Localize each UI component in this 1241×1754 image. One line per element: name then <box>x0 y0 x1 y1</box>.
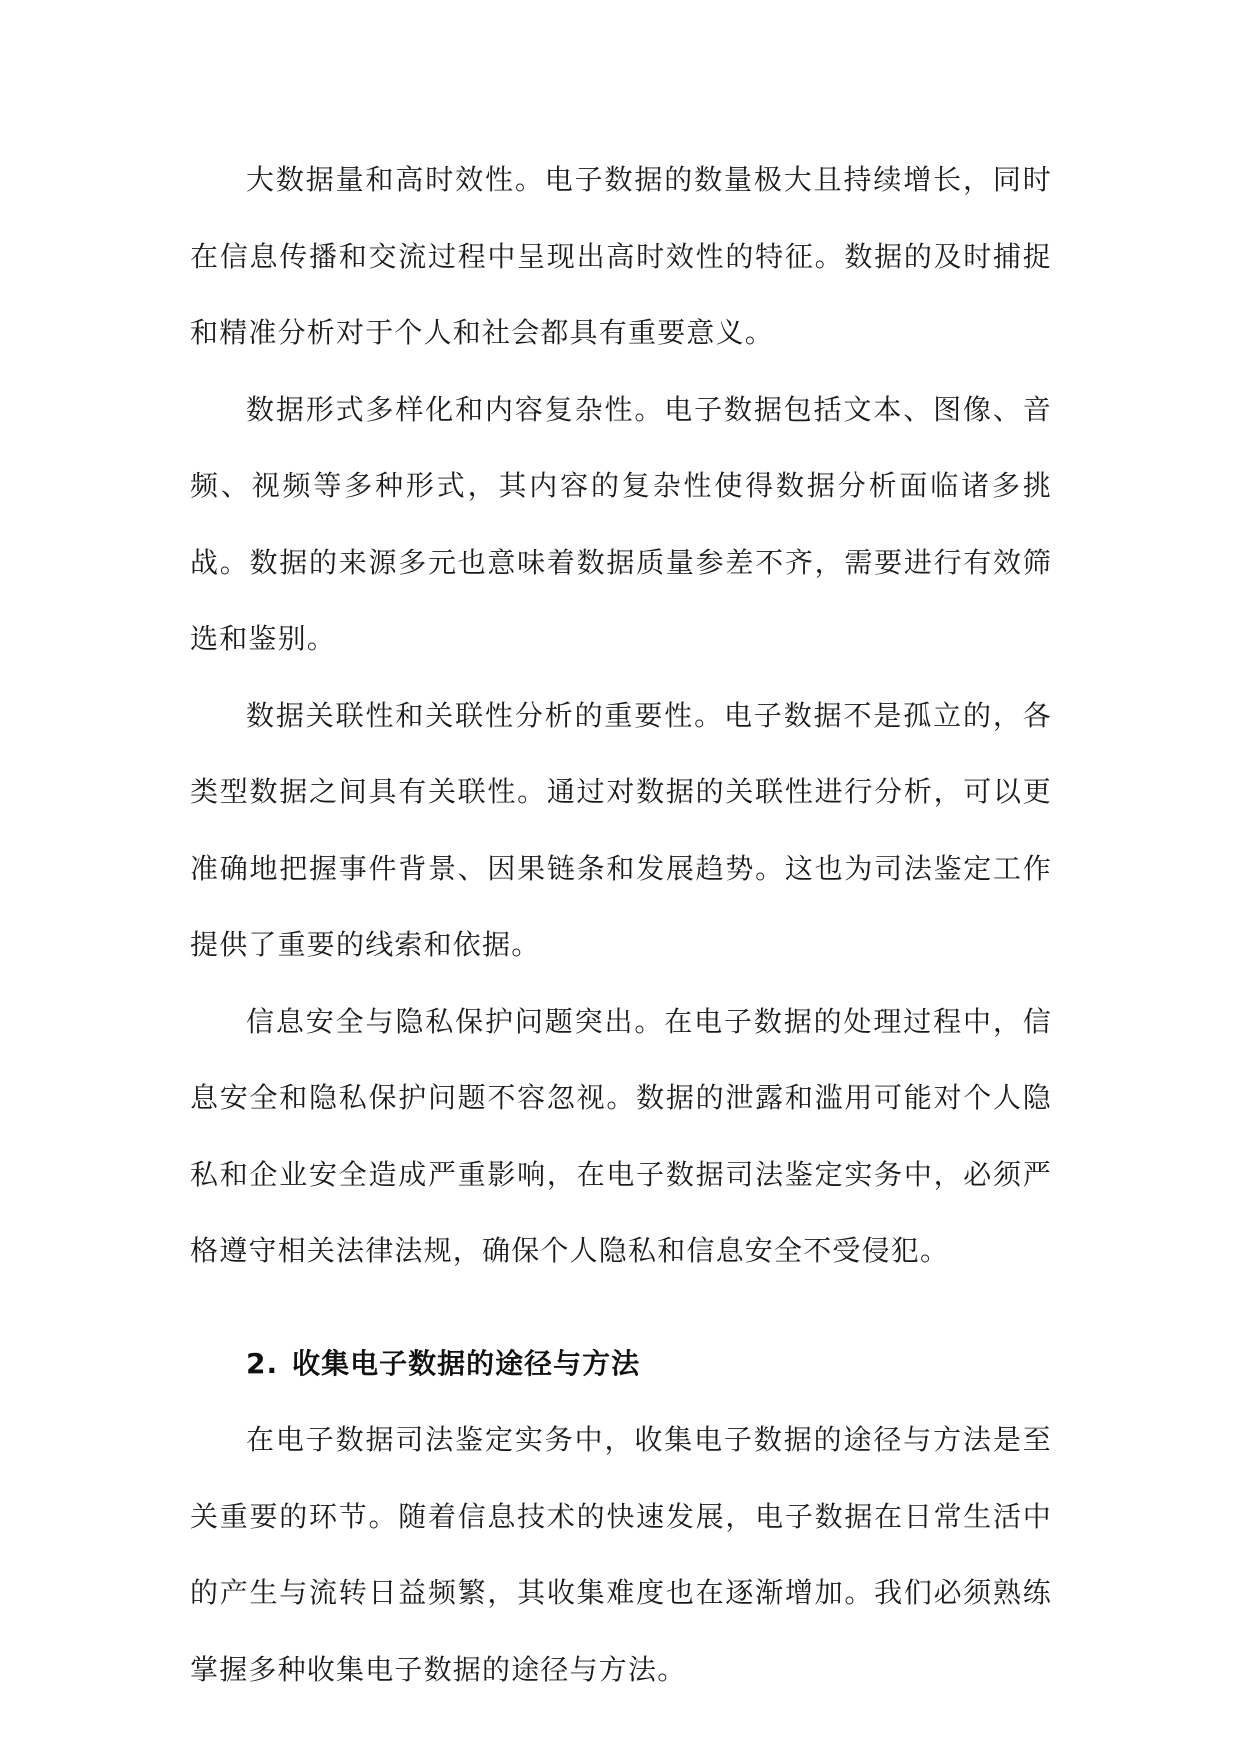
document-body <box>190 142 1052 1708</box>
paragraph-data-correlation: 数据关联性和关联性分析的重要性。电子数据不是孤立的，各类型数据之间具有关联性。通过对数据的关联性进行分析，可以更准确地把握事件背景、因果链条和发展趋势。这也为司法鉴定工作提供了重要的线索和依据。 <box>190 698 1052 961</box>
paragraph-data-volume-timeliness: 大数据量和高时效性。电子数据的数量极大且持续增长，同时在信息传播和交流过程中呈现出高时效性的特征。数据的及时捕捉和精准分析对于个人和社会都具有重要意义。 <box>190 163 1052 349</box>
paragraph-security-privacy: 信息安全与隐私保护问题突出。在电子数据的处理过程中，信息安全和隐私保护问题不容忽视。数据的泄露和滥用可能对个人隐私和企业安全造成严重影响，在电子数据司法鉴定实务中，必须严格遵守相关法律法规，确保个人隐私和信息安全不受侵犯。 <box>190 1004 1052 1267</box>
section-title: 收集电子数据的途径与方法 <box>292 1346 641 1380</box>
section-number: 2. <box>246 1346 279 1380</box>
section-heading <box>190 1326 1052 1403</box>
paragraph-data-diversity-complexity: 数据形式多样化和内容复杂性。电子数据包括文本、图像、音频、视频等多种形式，其内容的复杂性使得数据分析面临诸多挑战。数据的来源多元也意味着数据质量参差不齐，需要进行有效筛选和鉴别。 <box>190 392 1052 655</box>
paragraph-collection-methods: 在电子数据司法鉴定实务中，收集电子数据的途径与方法是至关重要的环节。随着信息技术的快速发展，电子数据在日常生活中的产生与流转日益频繁，其收集难度也在逐渐增加。我们必须熟练掌握多种收集电子数据的途径与方法。 <box>190 1423 1052 1686</box>
